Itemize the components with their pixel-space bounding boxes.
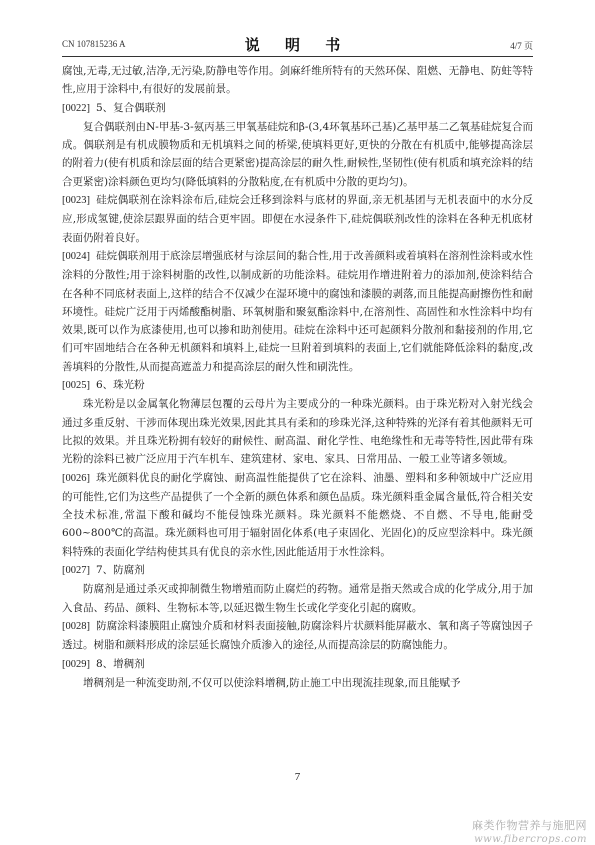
paragraph-number: [0024] — [62, 250, 90, 262]
paragraph-text: 硅烷偶联剂用于底涂层增强底材与涂层间的黏合性,用于改善颜料或着填料在溶剂性涂料或水性涂料的分散性;用于涂料树脂的改性,以制成新的功能涂料。硅烷用作增进附着力的添加剂,使涂料结合在各种不同底材表面上,这样的结合不仅减少在湿环境中的腐蚀和漆膜的剥落,而且能提高耐擦伤性和耐环境性。硅烷广泛用于丙烯酸酯树脂、环氧树脂和聚氨酯涂料中,在溶剂性、高固性和水性涂料中均有效果,既可以作为底漆使用,也可以掺和助剂使用。硅烷在涂料中还可起颜料分散剂和黏接剂的作用,它们可牢固地结合在各种无机颜料和填料上,硅烷一旦附着到填料的表面上,它们就能降低涂料的黏度,改善填料的分散性,从而提高遮盖力和提高涂层的耐久性和刷洗性。 — [62, 249, 533, 373]
paragraph — [62, 580, 533, 617]
paragraph-text: 防腐涂料漆膜阻止腐蚀介质和材料表面接触,防腐涂料片状颜料能屏蔽水、氧和离子等腐蚀因子透过。树脂和颜料形成的涂层延长腐蚀介质渗入的途径,从而提高涂层的防腐蚀能力。 — [62, 619, 533, 652]
paragraph-text: 珠光颜料优良的耐化学腐蚀、耐高温性能提供了它在涂料、油墨、塑料和多种领域中广泛应用的可能性,它们为这些产品提供了一个全新的颜色体系和颜色品质。珠光颜料重金属含量低,符合相关安全技术标准,常温下酸和碱均不能侵蚀珠光颜料。珠光颜料不能燃烧、不自燃、不导电,能耐受600~800℃的高温。珠光颜料也可用于辐射固化体系(电子束固化、光固化)的反应型涂料中。珠光颜料特殊的表面化学结构使其具有优良的亲水性,因此能适用于水性涂料。 — [62, 471, 533, 558]
paragraph-text: 增稠剂是一种流变助剂,不仅可以使涂料增稠,防止施工中出现流挂现象,而且能赋予 — [83, 676, 461, 689]
patent-number: CN 107815236 A — [62, 39, 126, 49]
paragraph — [62, 674, 533, 692]
watermark — [472, 817, 587, 845]
paragraph-number: [0025] — [62, 380, 90, 392]
document-title: 说 明 书 — [244, 36, 351, 54]
paragraph-text: 7、防腐剂 — [96, 564, 145, 577]
paragraph-number: [0028] — [62, 620, 90, 632]
numbered-paragraph — [62, 617, 533, 655]
paragraph-number: [0029] — [62, 658, 90, 670]
paragraph-number: [0022] — [62, 102, 90, 114]
numbered-paragraph — [62, 469, 533, 561]
numbered-paragraph — [62, 561, 533, 580]
paragraph-number: [0026] — [62, 472, 90, 484]
paragraph-text: 6、珠光粉 — [96, 379, 145, 392]
numbered-paragraph — [62, 376, 533, 395]
paragraph-number: [0023] — [62, 195, 90, 207]
numbered-paragraph — [62, 99, 533, 118]
page-info: 4/7 页 — [510, 41, 533, 51]
paragraph — [62, 395, 533, 468]
paragraph-text: 硅烷偶联剂在涂料涂布后,硅烷会迁移到涂料与底材的界面,亲无机基团与无机表面中的水分反应,形成氢键,使涂层跟界面的结合更牢固。即便在水浸条件下,硅烷偶联剂改性的涂料在各种无机底材表面仍附着良好。 — [62, 194, 533, 244]
paragraph-number: [0027] — [62, 565, 90, 577]
paragraph — [62, 118, 533, 191]
numbered-paragraph — [62, 247, 533, 376]
paragraph-text: 8、增稠剂 — [96, 657, 145, 670]
numbered-paragraph — [62, 655, 533, 674]
watermark-text: 麻类作物营养与施肥网 — [472, 819, 587, 832]
paragraph-text: 复合偶联剂由N-甲基-3-氨丙基三甲氧基硅烷和β-(3,4环氧基环己基)乙基甲基二乙氧基硅烷复合而成。偶联剂是有机成膜物质和无机填料之间的桥梁,使填料更好,更快的分散在有机质中,能够提高涂层的附着力(使有机质和涂层面的结合更紧密)提高涂层的耐久性,耐候性,坚韧性(使有机质和填充涂料的结合更紧密)涂料颜色更均匀(降低填料的分散粘度,在有机质中分散的更均匀)。 — [62, 120, 533, 188]
paragraph-text: 珠光粉是以金属氧化物薄层包覆的云母片为主要成分的一种珠光颜料。由于珠光粉对入射光线会通过多重反射、干涉而体现出珠光效果,因此其具有柔和的珍珠光泽,这种特殊的光泽有着其他颜料无可比拟的效果。并且珠光粉拥有较好的耐候性、耐高温、耐化学性、电绝缘性和无毒等特性,因此带有珠光粉的涂料已被广泛应用于汽车机车、建筑建材、家电、家具、日常用品、一般工业等诸多领域。 — [62, 398, 533, 466]
document-body — [62, 62, 533, 692]
paragraph-text: 防腐剂是通过杀灭或抑制微生物增殖而防止腐烂的药物。通常是指天然或合成的化学成分,用于加入食品、药品、颜料、生物标本等,以延迟微生物生长或化学变化引起的腐败。 — [62, 583, 533, 614]
paragraph — [62, 62, 533, 99]
page-header — [62, 34, 533, 56]
paragraph-text: 腐蚀,无毒,无过敏,洁净,无污染,防静电等作用。剑麻纤维所特有的天然环保、阻燃、无静电、防蛀等特性,应用于涂料中,有很好的发展前景。 — [62, 65, 533, 96]
watermark-url: www.fibercrops.com — [474, 834, 587, 845]
header-divider — [62, 56, 533, 57]
page-number: 7 — [294, 771, 301, 783]
paragraph-text: 5、复合偶联剂 — [96, 101, 166, 114]
numbered-paragraph — [62, 191, 533, 247]
